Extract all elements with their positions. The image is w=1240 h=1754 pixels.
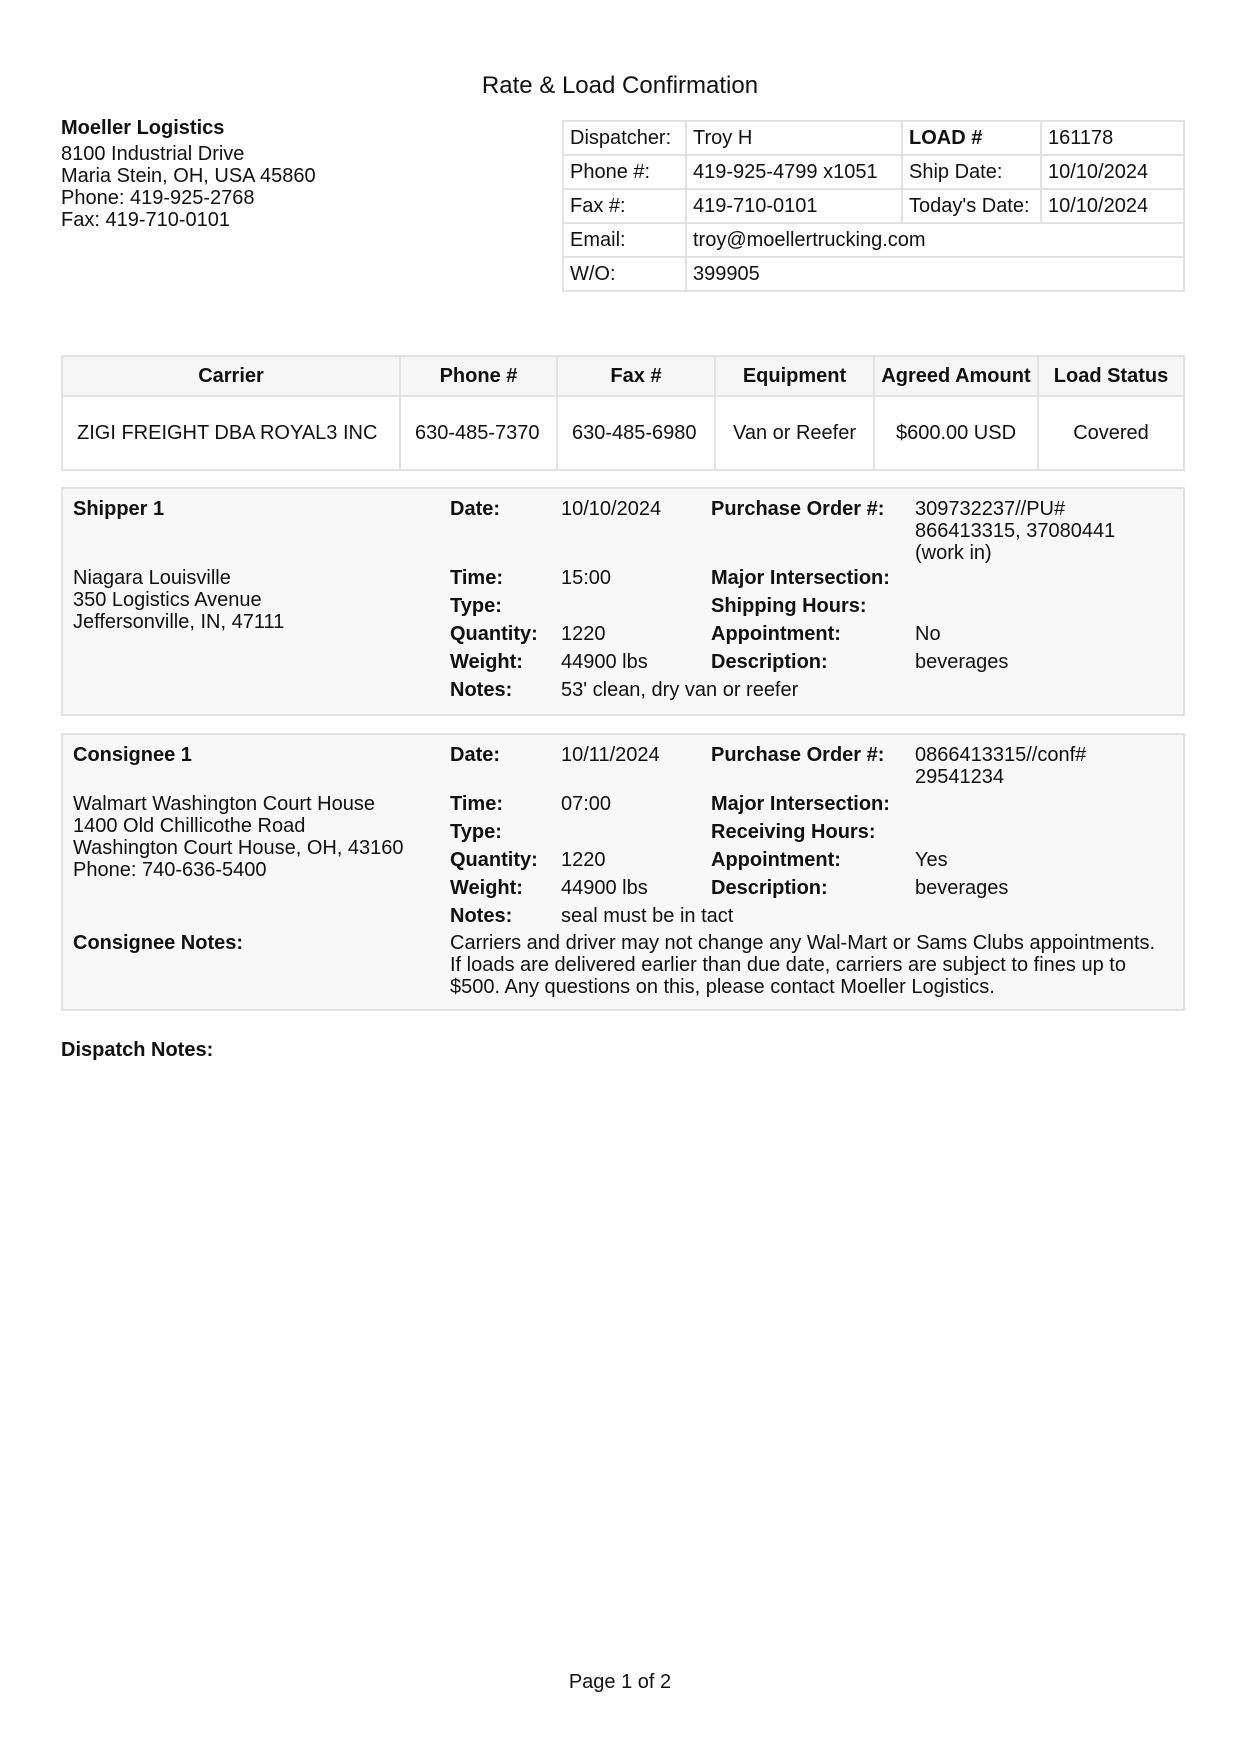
load-number-label: LOAD #	[902, 121, 1041, 155]
phone-label: Phone #:	[563, 155, 686, 189]
ship-date-label: Ship Date:	[902, 155, 1041, 189]
consignee-quantity-label: Quantity:	[450, 849, 538, 871]
carrier-equipment: Van or Reefer	[715, 396, 874, 470]
shipper-po-value	[915, 498, 1115, 564]
consignee-major-intersection-label: Major Intersection:	[711, 793, 890, 815]
consignee-heading: Consignee 1	[73, 744, 192, 766]
carrier-fax: 630-485-6980	[557, 396, 715, 470]
company-address-line2: Maria Stein, OH, USA 45860	[61, 165, 316, 187]
shipper-date-value: 10/10/2024	[561, 498, 662, 520]
document-title: Rate & Load Confirmation	[481, 72, 759, 99]
info-row-wo	[563, 257, 1184, 291]
consignee-city: Washington Court House, OH, 43160	[73, 837, 404, 859]
work-order-label: W/O:	[563, 257, 686, 291]
carrier-header: Carrier	[62, 356, 400, 396]
dispatch-notes-label: Dispatch Notes:	[61, 1039, 214, 1061]
consignee-notes-value: seal must be in tact	[561, 905, 734, 927]
consignee-po-line2: 29541234	[915, 766, 1004, 788]
company-block	[61, 117, 481, 231]
consignee-street: 1400 Old Chillicothe Road	[73, 815, 306, 837]
consignee-description-value: beverages	[915, 877, 1009, 899]
shipper-time-label: Time:	[450, 567, 503, 589]
info-row-dispatcher	[563, 121, 1184, 155]
shipper-po-line1: 309732237//PU#	[915, 498, 1066, 520]
todays-date-value: 10/10/2024	[1041, 189, 1184, 223]
shipper-heading: Shipper 1	[73, 498, 165, 520]
shipper-quantity-label: Quantity:	[450, 623, 538, 645]
company-address-line1: 8100 Industrial Drive	[61, 143, 245, 165]
company-phone: Phone: 419-925-2768	[61, 187, 255, 209]
info-row-phone	[563, 155, 1184, 189]
consignee-weight-value: 44900 lbs	[561, 877, 648, 899]
shipping-hours-label: Shipping Hours:	[711, 595, 867, 617]
info-row-email	[563, 223, 1184, 257]
carrier-table	[61, 355, 1185, 471]
shipper-name: Niagara Louisville	[73, 567, 231, 589]
consignee-time-value: 07:00	[561, 793, 612, 815]
shipper-weight-label: Weight:	[450, 651, 523, 673]
shipper-time-value: 15:00	[561, 567, 612, 589]
consignee-name: Walmart Washington Court House	[73, 793, 375, 815]
carrier-agreed-amount: $600.00 USD	[874, 396, 1038, 470]
fax-label: Fax #:	[563, 189, 686, 223]
equipment-header: Equipment	[715, 356, 874, 396]
carrier-fax-header: Fax #	[557, 356, 715, 396]
company-fax: Fax: 419-710-0101	[61, 209, 231, 231]
shipper-notes-label: Notes:	[450, 679, 513, 701]
shipper-date-label: Date:	[450, 498, 501, 520]
shipper-type-label: Type:	[450, 595, 502, 617]
todays-date-label: Today's Date:	[902, 189, 1041, 223]
shipper-appointment-value: No	[915, 623, 941, 645]
shipper-city: Jeffersonville, IN, 47111	[73, 611, 285, 633]
consignee-time-label: Time:	[450, 793, 503, 815]
consignee-notes-label: Notes:	[450, 905, 513, 927]
consignee-appointment-label: Appointment:	[711, 849, 841, 871]
shipper-po-line3: (work in)	[915, 542, 992, 564]
consignee-notes-text	[450, 932, 1155, 998]
shipper-notes-value: 53' clean, dry van or reefer	[561, 679, 799, 701]
consignee-weight-label: Weight:	[450, 877, 523, 899]
work-order-value: 399905	[686, 257, 1184, 291]
dispatcher-value: Troy H	[686, 121, 902, 155]
phone-value: 419-925-4799 x1051	[686, 155, 902, 189]
consignee-po-value	[915, 744, 1086, 788]
consignee-notes-line1: Carriers and driver may not change any Wal-Mart or Sams Clubs appointments.	[450, 932, 1156, 954]
shipper-section	[61, 487, 1185, 716]
shipper-weight-value: 44900 lbs	[561, 651, 648, 673]
load-number-value: 161178	[1041, 121, 1184, 155]
consignee-notes-heading: Consignee Notes:	[73, 932, 244, 954]
shipper-description-value: beverages	[915, 651, 1009, 673]
carrier-phone: 630-485-7370	[400, 396, 557, 470]
agreed-amount-header: Agreed Amount	[874, 356, 1038, 396]
shipper-quantity-value: 1220	[561, 623, 606, 645]
email-label: Email:	[563, 223, 686, 257]
shipper-po-label: Purchase Order #:	[711, 498, 885, 520]
receiving-hours-label: Receiving Hours:	[711, 821, 876, 843]
shipper-description-label: Description:	[711, 651, 828, 673]
consignee-po-label: Purchase Order #:	[711, 744, 885, 766]
company-name: Moeller Logistics	[61, 117, 225, 139]
carrier-load-status: Covered	[1038, 396, 1184, 470]
carrier-phone-header: Phone #	[400, 356, 557, 396]
shipper-major-intersection-label: Major Intersection:	[711, 567, 890, 589]
email-value: troy@moellertrucking.com	[686, 223, 1184, 257]
consignee-appointment-value: Yes	[915, 849, 948, 871]
consignee-po-line1: 0866413315//conf#	[915, 744, 1087, 766]
carrier-table-header	[62, 356, 1184, 396]
consignee-type-label: Type:	[450, 821, 502, 843]
info-row-fax	[563, 189, 1184, 223]
page-number: Page 1 of 2	[568, 1671, 672, 1693]
fax-value: 419-710-0101	[686, 189, 902, 223]
shipper-appointment-label: Appointment:	[711, 623, 841, 645]
carrier-row	[62, 396, 1184, 470]
consignee-phone: Phone: 740-636-5400	[73, 859, 267, 881]
consignee-quantity-value: 1220	[561, 849, 606, 871]
carrier-name: ZIGI FREIGHT DBA ROYAL3 INC	[62, 396, 400, 470]
consignee-notes-line3: $500. Any questions on this, please contact Moeller Logistics.	[450, 976, 995, 998]
shipper-address	[73, 567, 284, 633]
consignee-date-value: 10/11/2024	[561, 744, 660, 766]
consignee-description-label: Description:	[711, 877, 828, 899]
shipper-street: 350 Logistics Avenue	[73, 589, 262, 611]
consignee-address	[73, 793, 404, 881]
consignee-date-label: Date:	[450, 744, 501, 766]
shipper-po-line2: 866413315, 37080441	[915, 520, 1116, 542]
load-status-header: Load Status	[1038, 356, 1184, 396]
ship-date-value: 10/10/2024	[1041, 155, 1184, 189]
consignee-section	[61, 733, 1185, 1011]
dispatcher-label: Dispatcher:	[563, 121, 686, 155]
dispatch-info-table	[562, 120, 1185, 292]
consignee-notes-line2: If loads are delivered earlier than due date, carriers are subject to fines up to	[450, 954, 1126, 976]
